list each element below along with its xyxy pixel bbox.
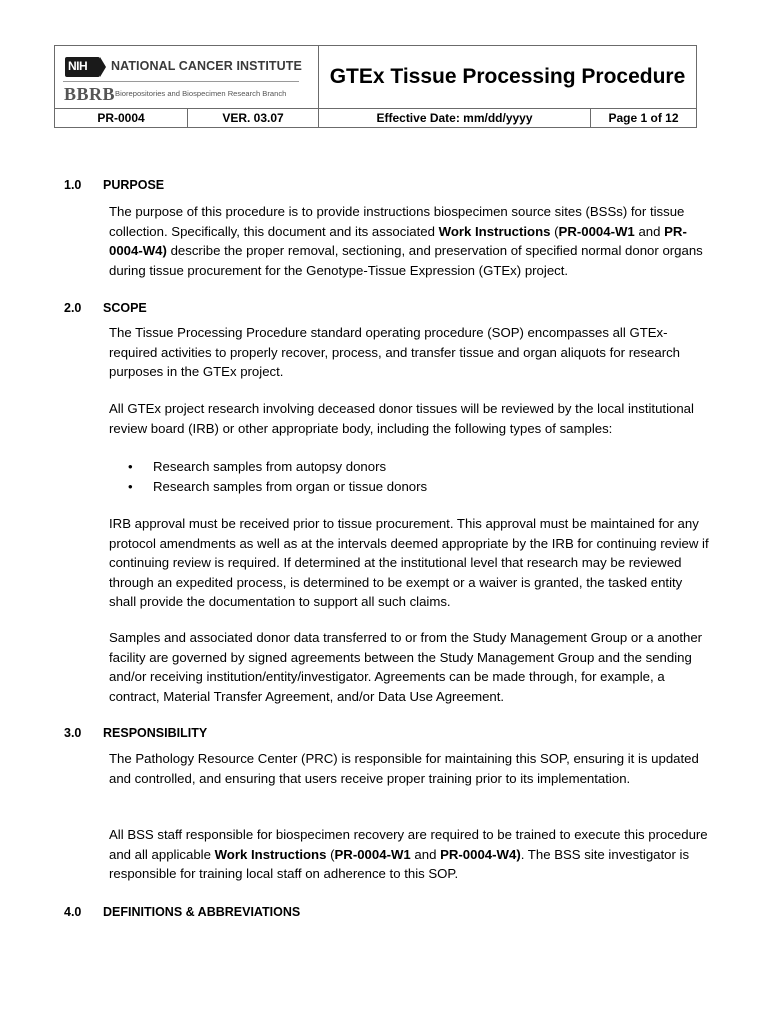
document-title: GTEx Tissue Processing Procedure bbox=[329, 65, 686, 88]
nih-logo-icon: NIH bbox=[65, 57, 100, 77]
section-number-scope: 2.0 bbox=[64, 301, 82, 315]
scope-paragraph-4: Samples and associated donor data transferred to or from the Study Management Group or a another facility are governed by signed agreements between the Study Management Group and the sending and/or receiving institution/entity/investigator. Agreements can be made through, for example, a contract, Material Transfer Agreement, and/or Data Use Agreement. bbox=[109, 630, 703, 704]
logo-bbrb: BBRB bbox=[64, 84, 116, 104]
purpose-paragraph: The purpose of this procedure is to provide instructions biospecimen source sites (BSSs) for tissue collection. Specifically, this document and its associated Work Instructions (PR-0004-W1 and PR-0004-W4) describe the proper removal, sectioning, and preservation of specified normal donor organs during tissue procurement for the Genotype-Tissue Expression (GTEx) project. bbox=[109, 204, 703, 278]
logo-divider bbox=[63, 81, 299, 82]
effective-date: Effective Date: mm/dd/yyyy bbox=[319, 109, 591, 127]
page-number: Page 1 of 12 bbox=[608, 111, 679, 125]
document-meta-row bbox=[55, 108, 696, 127]
list-item: • Research samples from autopsy donors bbox=[128, 457, 427, 477]
nci-bbrb-logo bbox=[55, 46, 319, 108]
responsibility-paragraph-1: The Pathology Resource Center (PRC) is responsible for maintaining this SOP, ensuring it is updated and controlled, and ensuring that users receive proper training prior to its implementation. bbox=[109, 751, 699, 786]
logo-institute-name: NATIONAL CANCER INSTITUTE bbox=[111, 59, 302, 73]
scope-paragraph-1: The Tissue Processing Procedure standard operating procedure (SOP) encompasses all GTEx-required activities to properly recover, process, and transfer tissue and organ aliquots for research purposes in the GTEx project. bbox=[109, 325, 681, 380]
document-title-cell bbox=[319, 46, 696, 108]
section-heading-purpose: PURPOSE bbox=[103, 178, 165, 192]
logo-branch-name: Biorepositories and Biospecimen Research Branch bbox=[115, 89, 287, 98]
scope-paragraph-2: All GTEx project research involving deceased donor tissues will be reviewed by the local institutional review board (IRB) or other appropriate body, including the following types of samples: bbox=[109, 401, 694, 436]
document-version: VER. 03.07 bbox=[188, 109, 319, 127]
section-heading-definitions: DEFINITIONS & ABBREVIATIONS bbox=[103, 905, 301, 919]
section-number-definitions: 4.0 bbox=[64, 905, 82, 919]
document-id: PR-0004 bbox=[55, 109, 188, 127]
section-heading-responsibility: RESPONSIBILITY bbox=[103, 726, 208, 740]
list-item: • Research samples from organ or tissue donors bbox=[128, 477, 427, 497]
responsibility-paragraph-2: All BSS staff responsible for biospecimen recovery are required to be trained to execute this procedure and all applicable Work Instructions (PR-0004-W1 and PR-0004-W4). The BSS site investigator is responsible for training local staff on adherence to this SOP. bbox=[109, 827, 708, 882]
document-header-table bbox=[54, 45, 697, 128]
section-number-responsibility: 3.0 bbox=[64, 726, 82, 740]
sample-type-list bbox=[128, 457, 427, 496]
scope-paragraph-3: IRB approval must be received prior to tissue procurement. This approval must be maintained for any protocol amendments as well as at the intervals deemed appropriate by the IRB for continuing review if continuing review is required. If determined at the institutional level that research may be reviewed through an expedited process, is determined to be exempt or a waiver is granted, the tasked entity shall provide the documentation to support all such claims. bbox=[109, 516, 709, 610]
section-heading-scope: SCOPE bbox=[103, 301, 147, 315]
section-number-purpose: 1.0 bbox=[64, 178, 82, 192]
